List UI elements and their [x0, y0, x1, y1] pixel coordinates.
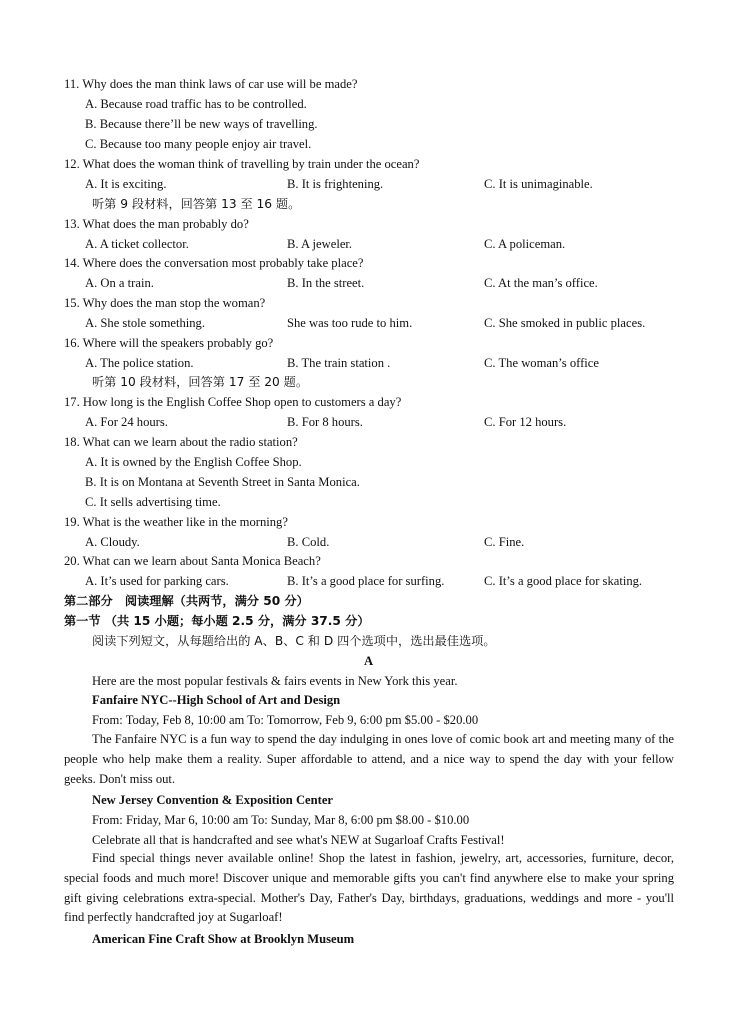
event2-time: From: Friday, Mar 6, 10:00 am To: Sunday, Mar 8, 6:00 pm $8.00 - $10.00	[92, 813, 470, 827]
option-18-c: C. It sells advertising time.	[85, 495, 221, 509]
option-17-a: A. For 24 hours.	[85, 415, 168, 429]
event1-description	[64, 730, 674, 789]
question-17: 17. How long is the English Coffee Shop open to customers a day?	[64, 395, 402, 409]
option-12-a: A. It is exciting.	[85, 177, 167, 191]
section1-title: 第一节 （共 15 小题；每小题 2.5 分，满分 37.5 分）	[64, 614, 370, 628]
option-18-a: A. It is owned by the English Coffee Shop.	[85, 455, 302, 469]
event2-description-text: Find special things never available online! Shop the latest in fashion, jewelry, art, accessories, furniture, decor, special foods and much more! Discover unique and memorable gifts you can't find anywhere else to make your spring gift giving celebrations extra-special. Mother's Day, Father's Day, birthdays, graduations, weddings and more - you'll find perfectly handcrafted joy at Sugarloaf!	[64, 851, 674, 925]
event1-description-text: The Fanfaire NYC is a fun way to spend the day indulging in ones love of comic book art and meeting many of the people who help make them a reality. Super affordable to attend, and a nice way to spend the day with your fellow geeks. Don't miss out.	[64, 732, 674, 786]
question-11: 11. Why does the man think laws of car use will be made?	[64, 77, 358, 91]
option-15-b: She was too rude to him.	[287, 316, 413, 330]
option-20-c: C. It’s a good place for skating.	[484, 574, 643, 588]
option-16-c: C. The woman’s office	[484, 356, 599, 370]
section-note-9: 听第 9 段材料，回答第 13 至 16 题。	[92, 197, 301, 211]
passage-label: A	[363, 654, 374, 668]
option-20-b: B. It’s a good place for surfing.	[287, 574, 445, 588]
instruction-text: 阅读下列短文，从每题给出的 A、B、C 和 D 四个选项中，选出最佳选项。	[92, 634, 496, 648]
option-11-b: B. Because there’ll be new ways of travelling.	[85, 117, 318, 131]
option-11-a: A. Because road traffic has to be controlled.	[85, 97, 307, 111]
option-13-a: A. A ticket collector.	[85, 237, 189, 251]
option-16-b: B. The train station .	[287, 356, 391, 370]
option-19-a: A. Cloudy.	[85, 535, 140, 549]
event2-description	[64, 849, 674, 928]
part2-title: 第二部分 阅读理解（共两节，满分 50 分）	[64, 594, 309, 608]
section-note-10: 听第 10 段材料，回答第 17 至 20 题。	[92, 375, 309, 389]
question-18: 18. What can we learn about the radio station?	[64, 435, 298, 449]
question-19: 19. What is the weather like in the morning?	[64, 515, 288, 529]
option-17-b: B. For 8 hours.	[287, 415, 363, 429]
question-12: 12. What does the woman think of travelling by train under the ocean?	[64, 157, 420, 171]
option-18-b: B. It is on Montana at Seventh Street in Santa Monica.	[85, 475, 360, 489]
option-13-b: B. A jeweler.	[287, 237, 353, 251]
event2-desc1: Celebrate all that is handcrafted and see what's NEW at Sugarloaf Crafts Festival!	[92, 833, 505, 847]
option-14-c: C. At the man’s office.	[484, 276, 598, 290]
option-15-c: C. She smoked in public places.	[484, 316, 646, 330]
question-13: 13. What does the man probably do?	[64, 217, 249, 231]
option-16-a: A. The police station.	[85, 356, 194, 370]
event1-time: From: Today, Feb 8, 10:00 am To: Tomorrow, Feb 9, 6:00 pm $5.00 - $20.00	[92, 713, 479, 727]
option-12-c: C. It is unimaginable.	[484, 177, 593, 191]
event1-title: Fanfaire NYC--High School of Art and Design	[92, 693, 341, 707]
option-14-b: B. In the street.	[287, 276, 365, 290]
question-15: 15. Why does the man stop the woman?	[64, 296, 266, 310]
question-20: 20. What can we learn about Santa Monica Beach?	[64, 554, 321, 568]
option-20-a: A. It’s used for parking cars.	[85, 574, 229, 588]
option-13-c: C. A policeman.	[484, 237, 566, 251]
option-17-c: C. For 12 hours.	[484, 415, 567, 429]
option-12-b: B. It is frightening.	[287, 177, 384, 191]
event2-title: New Jersey Convention & Exposition Center	[92, 793, 334, 807]
option-14-a: A. On a train.	[85, 276, 154, 290]
option-19-c: C. Fine.	[484, 535, 525, 549]
question-14: 14. Where does the conversation most probably take place?	[64, 256, 364, 270]
event3-title: American Fine Craft Show at Brooklyn Museum	[92, 932, 355, 946]
question-16: 16. Where will the speakers probably go?	[64, 336, 274, 350]
passage-intro: Here are the most popular festivals & fairs events in New York this year.	[92, 674, 458, 688]
option-15-a: A. She stole something.	[85, 316, 205, 330]
option-11-c: C. Because too many people enjoy air travel.	[85, 137, 312, 151]
option-19-b: B. Cold.	[287, 535, 330, 549]
